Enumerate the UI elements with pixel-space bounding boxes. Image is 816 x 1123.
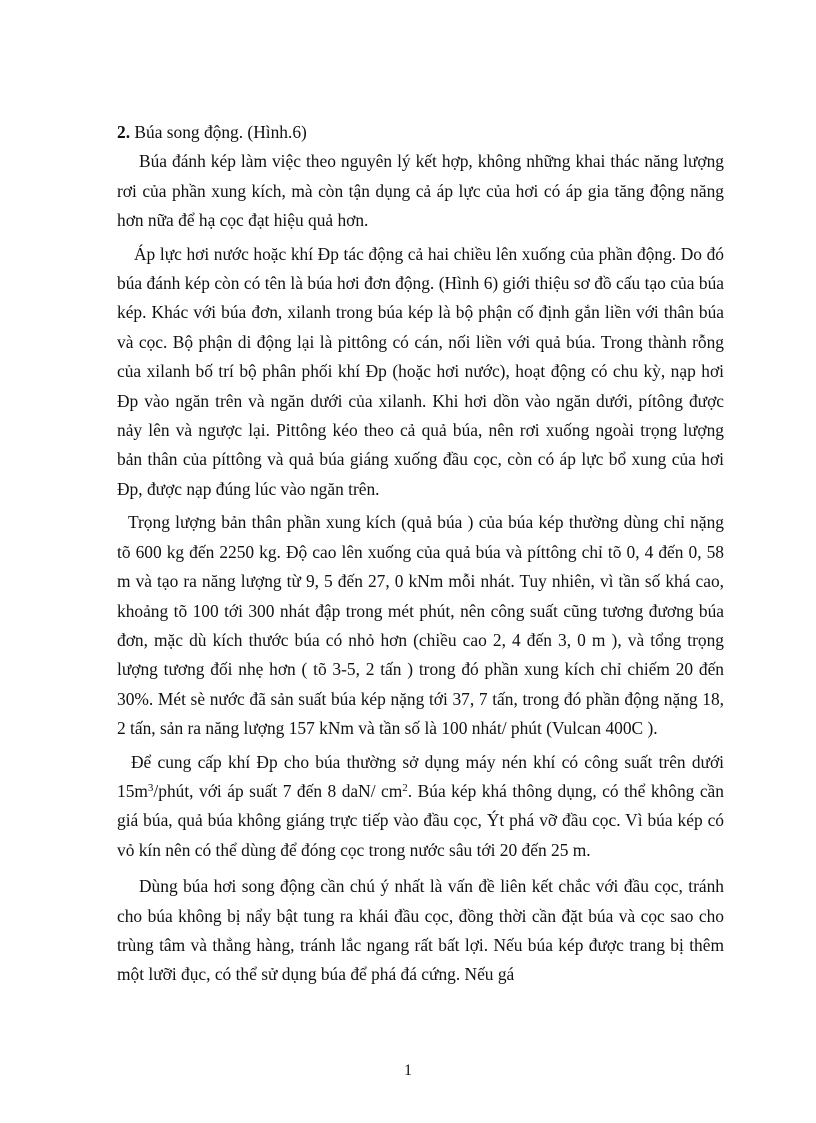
paragraph-4-text-2: /phút, với áp suất 7 đến 8 daN/ cm (153, 780, 403, 801)
section-number: 2. (117, 122, 131, 142)
superscript-2: 2 (402, 781, 408, 794)
section-title: Búa song động. (Hình.6) (130, 122, 307, 142)
paragraph-4 (117, 748, 724, 866)
paragraph-4-text-1: Để cung cấp khí Đp cho búa thường sở dụng máy nén khí có công suất trên dưới 15m (117, 751, 724, 801)
page-body (117, 118, 724, 990)
paragraph-2: Áp lực hơi nước hoặc khí Đp tác động cả hai chiều lên xuống của phần động. Do đó búa đánh kép còn có tên là búa hơi đơn động. (Hình 6) giới thiệu sơ đồ cấu tạo của búa kép. Khác với búa đơn, xilanh trong búa kép là bộ phận cố định gắn liền với thân búa và cọc. Bộ phận di động lại là pittông có cán, nối liền với quả búa. Trong thành rỗng của xilanh bố trí bộ phân phối khí Đp (hoặc hơi nước), hoạt động có chu kỳ, nạp hơi Đp vào ngăn trên và ngăn dưới của xilanh. Khi hơi dồn vào ngăn dưới, pítông được nảy lên và ngược lại. Pittông kéo theo cả quả búa, nên rơi xuống ngoài trọng lượng bản thân của píttông và quả búa giáng xuống đầu cọc, còn có áp lực bổ xung của hơi Đp, được nạp đúng lúc vào ngăn trên. (117, 243, 724, 499)
paragraph-4-text-3: . Búa kép khá thông dụng, có thể không cần giá búa, quả búa không giáng trực tiếp vào đầu cọc, Ýt phá vỡ đầu cọc. Vì búa kép có vỏ kín nên có thể dùng để đóng cọc trong nước sâu tới 20 đến 25 m. (117, 780, 724, 860)
section-heading (117, 118, 724, 147)
page-number: 1 (404, 1062, 412, 1079)
paragraph-3: Trọng lượng bản thân phần xung kích (quả búa ) của búa kép thường dùng chỉ nặng tõ 600 kg đến 2250 kg. Độ cao lên xuống của quả búa và píttông chỉ tõ 0, 4 đến 0, 58 m và tạo ra năng lượng từ 9, 5 đến 27, 0 kNm mỗi nhát. Tuy nhiên, vì tần số khá cao, khoảng tõ 100 tới 300 nhát đập trong mét phút, nên công suất cũng tương đương búa đơn, mặc dù kích thước búa có nhỏ hơn (chiều cao 2, 4 đến 3, 0 m ), và tổng trọng lượng tương đối nhẹ hơn ( tõ 3-5, 2 tấn ) trong đó phần xung kích chỉ chiếm 20 đến 30%. Mét sè nước đã sản suất búa kép nặng tới 37, 7 tấn, trong đó phần động nặng 18, 2 tấn, sản ra năng lượng 157 kNm và tần số là 100 nhát/ phút (Vulcan 400C ). (117, 512, 724, 739)
paragraph-5: Dùng búa hơi song động cần chú ý nhất là vấn đề liên kết chắc với đầu cọc, tránh cho búa không bị nẩy bật tung ra khái đầu cọc, đồng thời cần đặt búa và cọc sao cho trùng tâm và thẳng hàng, tránh lắc ngang rất bất lợi. Nếu búa kép được trang bị thêm một lưỡi đục, có thể sử dụng búa để phá đá cứng. Nếu gá (117, 876, 724, 985)
superscript-3: 3 (147, 781, 154, 794)
paragraph-1: Búa đánh kép làm việc theo nguyên lý kết hợp, không những khai thác năng lượng rơi của phần xung kích, mà còn tận dụng cả áp lực của hơi có áp gia tăng động năng hơn nữa để hạ cọc đạt hiệu quả hơn. (117, 151, 724, 231)
